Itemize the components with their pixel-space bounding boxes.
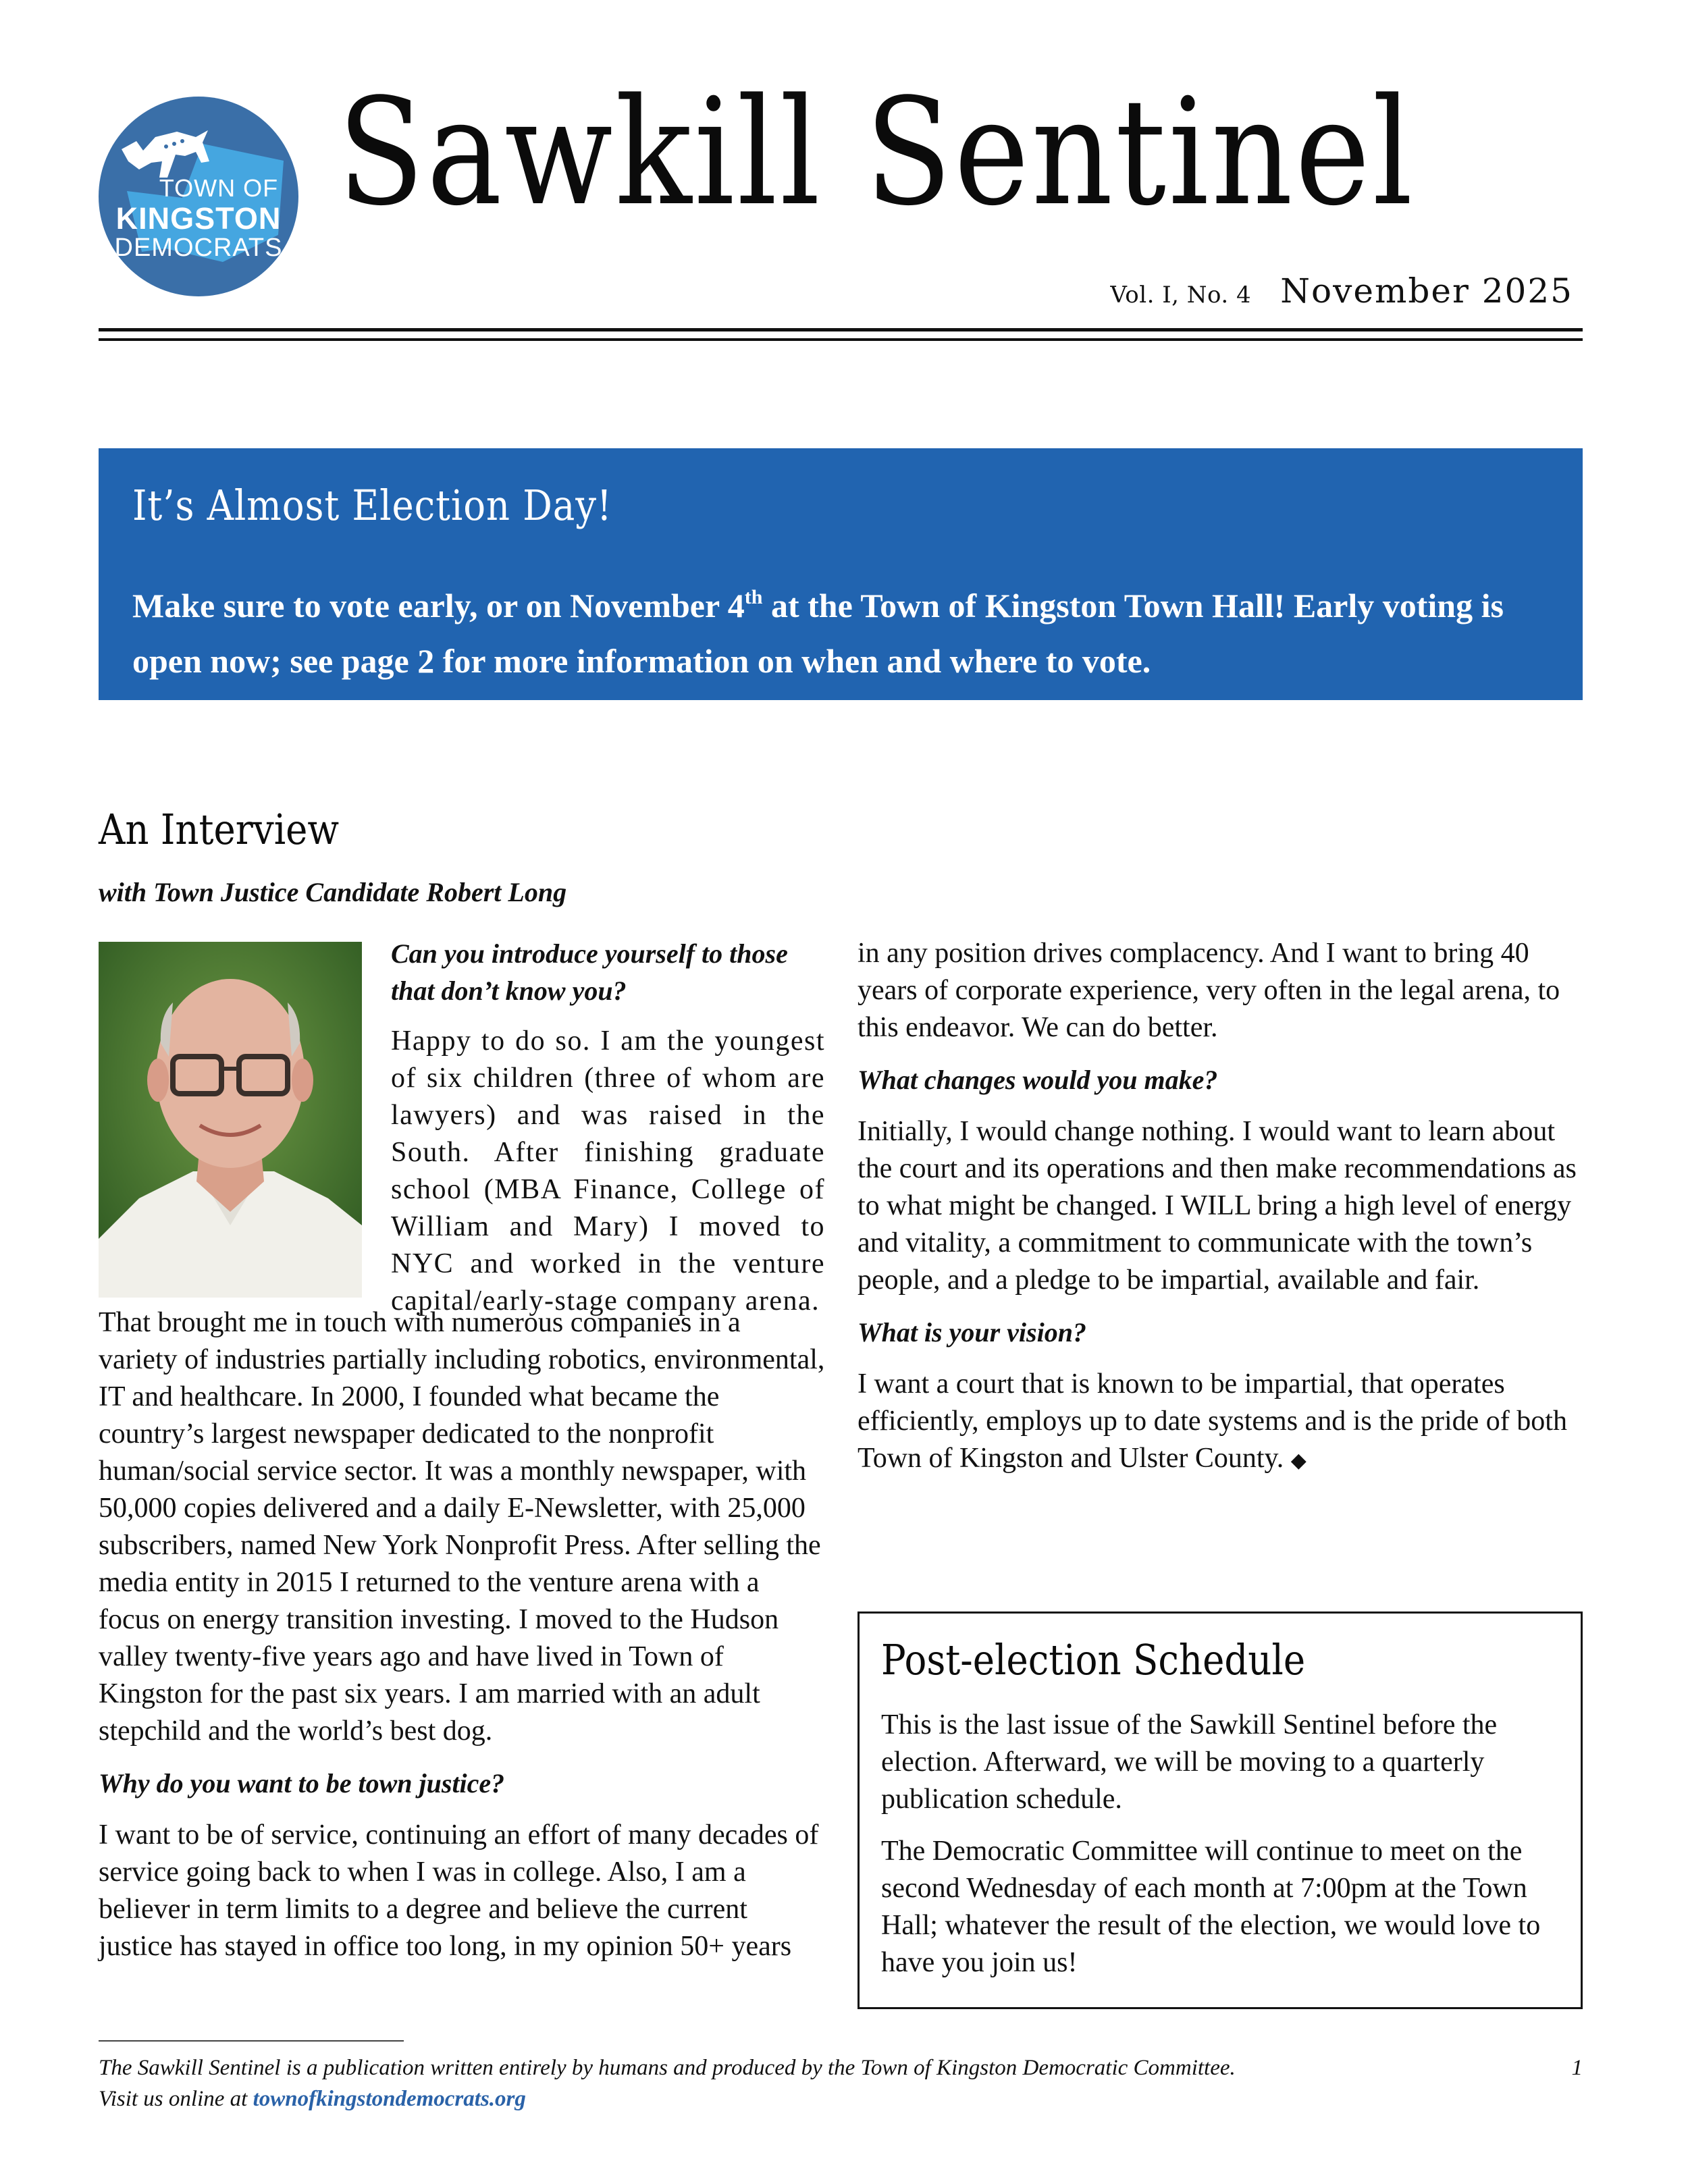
banner-text	[132, 578, 1557, 689]
interview-left-column	[99, 1304, 825, 1980]
end-mark-diamond-icon: ◆	[1290, 1449, 1307, 1472]
answer-why-town-justice-part2: in any position drives complacency. And I want to bring 40 years of corporate experience, very often in the legal arena, to this endeavor. We can do better.	[858, 938, 1560, 1043]
page-footer	[99, 2052, 1583, 2114]
election-day-banner	[99, 448, 1583, 700]
schedule-paragraph-1: This is the last issue of the Sawkill Sentinel before the election. Afterward, we will be moving to a quarterly publication schedule.	[881, 1709, 1498, 1815]
logo-text-town-of: TOWN OF	[159, 174, 279, 202]
footer-visit-prefix: Visit us online at	[99, 2087, 253, 2111]
header-rule-top	[99, 328, 1583, 331]
interview-heading: An Interview	[99, 805, 340, 854]
question-introduce-yourself: Can you introduce yourself to those that don’t know you?	[391, 938, 788, 1006]
volume-number: Vol. I, No. 4	[1110, 282, 1252, 309]
header-rule-bottom	[99, 338, 1583, 341]
answer-vision-text: I want a court that is known to be impartial, that operates efficiently, employs up to date systems and is the pride of both Town of Kingston and Ulster County.	[858, 1368, 1567, 1474]
interview-right-column	[858, 935, 1583, 1494]
ordinal-suffix: th	[744, 586, 763, 608]
party-logo	[99, 97, 298, 296]
logo-text-democrats: DEMOCRATS	[114, 234, 283, 262]
issue-info	[1110, 271, 1573, 311]
banner-text-part1: Make sure to vote early, or on November 4	[132, 587, 745, 624]
candidate-photo	[99, 942, 362, 1298]
banner-text-part2: at the Town of Kingston Town Hall! Early voting is open now; see page 2 for more information on when and where to vote.	[132, 587, 1504, 680]
banner-heading: It’s Almost Election Day!	[132, 481, 612, 530]
page-number: 1	[1571, 2056, 1583, 2080]
answer-introduce-yourself-part1: Happy to do so. I am the youngest of six children (three of whom are lawyers) and was raised in the South. After finishing graduate school (MBA Finance, College of William and Mary) I moved to NYC and worked in the venture capital/early-stage company arena.	[391, 1026, 825, 1316]
answer-vision	[858, 1366, 1583, 1479]
logo-text-kingston: KINGSTON	[115, 201, 282, 236]
footer-visit	[99, 2083, 1583, 2114]
newsletter-title: Sawkill Sentinel	[338, 68, 1415, 238]
website-link[interactable]: townofkingstondemocrats.org	[253, 2087, 526, 2111]
schedule-paragraph-2: The Democratic Committee will continue to meet on the second Wednesday of each month at 7:00pm at the Town Hall; whatever the result of the election, we would love to have you join us!	[881, 1836, 1541, 1978]
schedule-heading: Post-election Schedule	[881, 1635, 1306, 1684]
question-vision: What is your vision?	[858, 1317, 1086, 1348]
footer-credit: The Sawkill Sentinel is a publication written entirely by humans and produced by the Town of Kingston Democratic Committee.	[99, 2056, 1236, 2080]
answer-what-changes: Initially, I would change nothing. I would want to learn about the court and its operations and then make recommendations as to what might be changed. I WILL bring a high level of energy and vitality, a commitment to communicate with the town’s people, and a pledge to be impartial, available and fair.	[858, 1116, 1577, 1296]
interview-intro-column	[391, 935, 825, 1320]
post-election-schedule-box	[858, 1612, 1583, 2009]
answer-why-town-justice-part1: I want to be of service, continuing an effort of many decades of service going back to when I was in college. Also, I am a believer in term limits to a degree and believe the current justice has stayed in office too long, in my opinion 50+ years	[99, 1819, 819, 1962]
footer-rule	[99, 2040, 404, 2042]
issue-date: November 2025	[1280, 271, 1573, 311]
schedule-body	[881, 1707, 1563, 1996]
question-why-town-justice: Why do you want to be town justice?	[99, 1768, 505, 1799]
answer-introduce-yourself-part2: That brought me in touch with numerous companies in a variety of industries partially including robotics, environmental, IT and healthcare. In 2000, I founded what became the country’s largest newspaper dedicated to the nonprofit human/social service sector. It was a monthly newspaper, with 50,000 copies delivered and a daily E-Newsletter, with 25,000 subscribers, named New York Nonprofit Press. After selling the media entity in 2015 I returned to the venture arena with a focus on energy transition investing. I moved to the Hudson valley twenty-five years ago and have lived in Town of Kingston for the past six years. I am married with an adult stepchild and the world’s best dog.	[99, 1307, 825, 1747]
question-what-changes: What changes would you make?	[858, 1065, 1218, 1095]
interview-subheading: with Town Justice Candidate Robert Long	[99, 877, 567, 907]
